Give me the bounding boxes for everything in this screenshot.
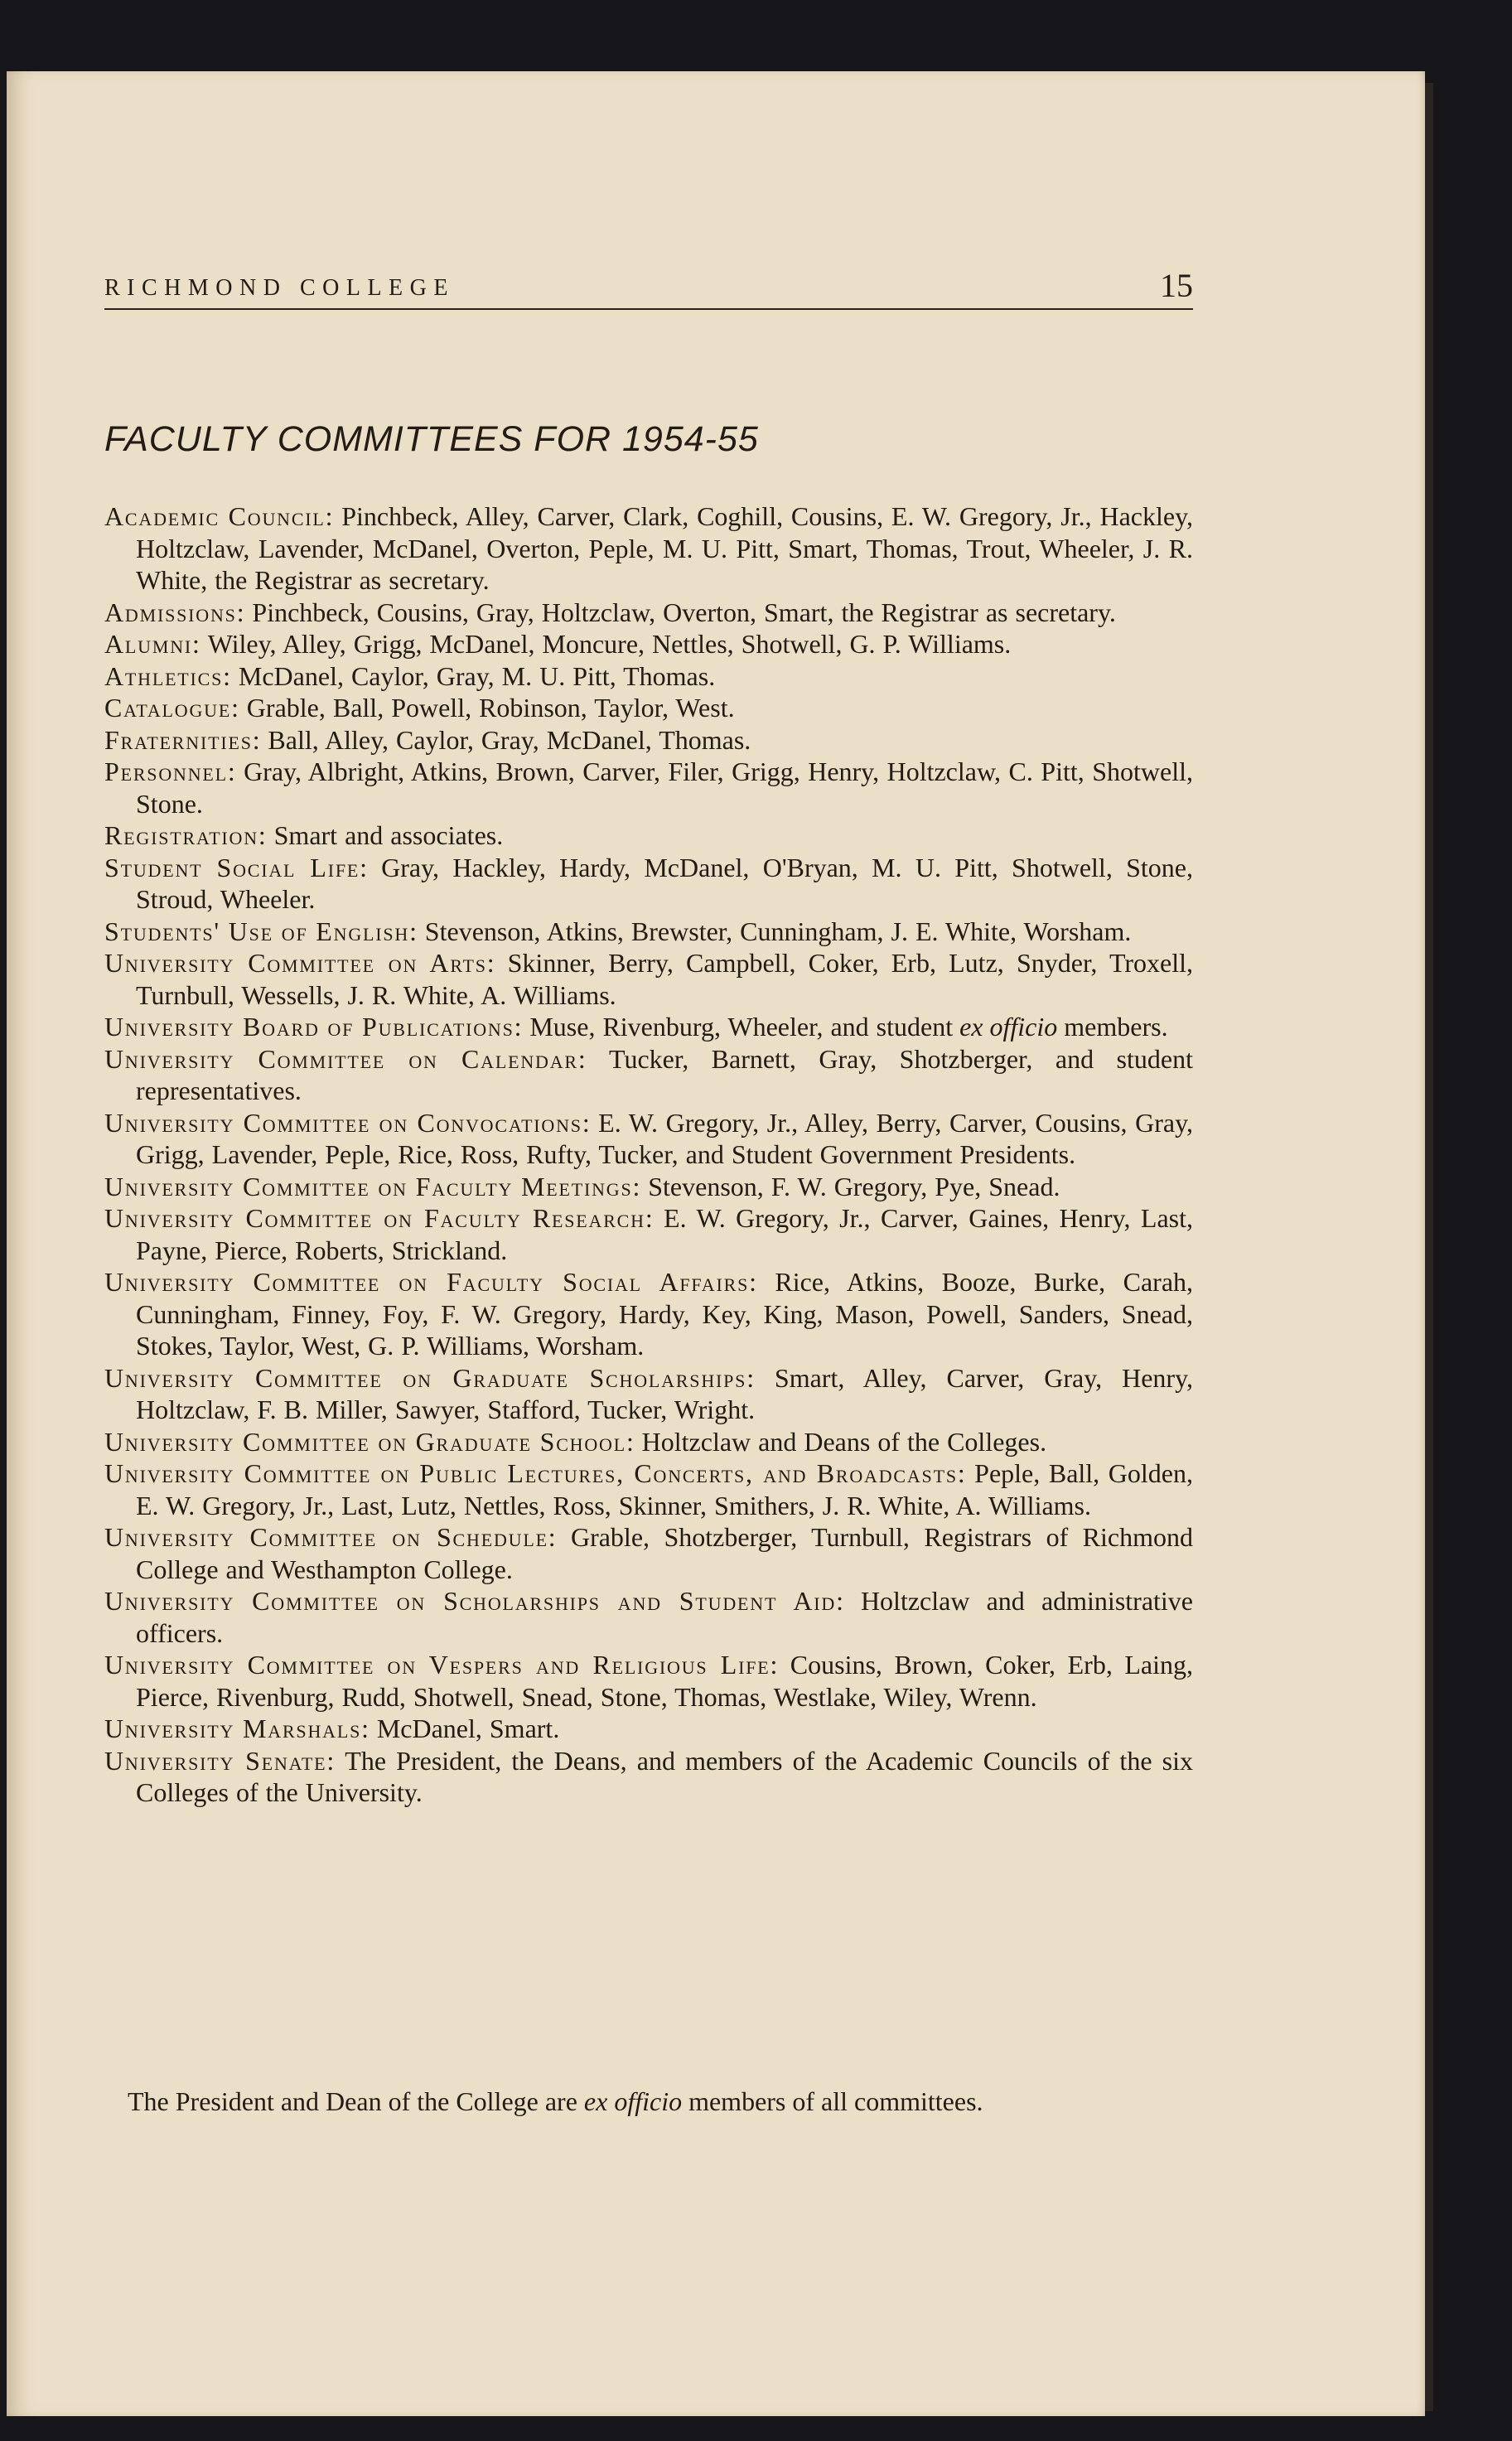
- committee-name: Academic Council:: [104, 501, 335, 531]
- committee-name: University Committee on Graduate School:: [104, 1426, 635, 1457]
- committee-entry: [104, 628, 1193, 660]
- committee-entry: [104, 756, 1193, 819]
- committee-members: Gray, Albright, Atkins, Brown, Carver, Filer, Grigg, Henry, Holtzclaw, C. Pitt, Shotwell, Stone.: [136, 756, 1194, 819]
- committee-members: McDanel, Caylor, Gray, M. U. Pitt, Thomas.: [238, 660, 716, 691]
- committee-members: E. W. Gregory, Jr., Carver, Gaines, Henry, Last, Payne, Pierce, Roberts, Strickland.: [136, 1203, 1194, 1265]
- committee-members: Grable, Ball, Powell, Robinson, Taylor, West.: [246, 693, 735, 723]
- committee-entry: [104, 1171, 1193, 1203]
- page-edge: [1425, 83, 1433, 2411]
- committee-entry: [104, 819, 1193, 852]
- committee-entry: [104, 1585, 1193, 1649]
- committee-members: Gray, Hackley, Hardy, McDanel, O'Bryan, M. U. Pitt, Shotwell, Stone, Stroud, Wheeler.: [136, 852, 1194, 914]
- committee-entry: [104, 916, 1193, 948]
- committee-members: Smart, Alley, Carver, Gray, Henry, Holtzclaw, F. B. Miller, Sawyer, Stafford, Tucker, Wright.: [136, 1362, 1194, 1424]
- committee-members-end: members.: [1064, 1012, 1168, 1042]
- committee-entry: [104, 852, 1193, 916]
- running-title: RICHMOND COLLEGE: [104, 275, 455, 301]
- committee-name: University Committee on Faculty Research:: [104, 1203, 655, 1233]
- committee-name: Personnel:: [104, 756, 237, 786]
- committee-members: Muse, Rivenburg, Wheeler, and student: [529, 1012, 954, 1042]
- committee-name: Student Social Life:: [104, 852, 369, 882]
- committee-name: Fraternities:: [104, 724, 262, 755]
- footnote-text-end: members of all committees.: [688, 2086, 983, 2116]
- committee-entry: [104, 1107, 1193, 1171]
- committee-entry: [104, 1426, 1193, 1458]
- committee-members: Wiley, Alley, Grigg, McDanel, Moncure, Nettles, Shotwell, G. P. Williams.: [207, 629, 1012, 659]
- committee-entry: [104, 1521, 1193, 1585]
- committee-members: Ball, Alley, Caylor, Gray, McDanel, Thomas.: [268, 724, 751, 755]
- committee-name: University Committee on Public Lectures, Concerts, and Broadcasts:: [104, 1458, 967, 1488]
- committee-entry: [104, 1043, 1193, 1107]
- committee-entry: [104, 1362, 1193, 1426]
- committee-entry: [104, 724, 1193, 756]
- committee-members: Rice, Atkins, Booze, Burke, Carah, Cunningham, Finney, Foy, F. W. Gregory, Hardy, Key, King, Mason, Powell, Sanders, Snead, Stokes, Taylor, West, G. P. Williams, Worsham.: [136, 1267, 1194, 1361]
- committee-members: The President, the Deans, and members of the Academic Councils of the six Colleges of the University.: [136, 1745, 1194, 1807]
- committee-name: Catalogue:: [104, 693, 240, 723]
- committee-members: Tucker, Barnett, Gray, Shotzberger, and student representatives.: [136, 1043, 1193, 1105]
- committee-name: Registration:: [104, 820, 268, 850]
- committee-entry: [104, 1457, 1193, 1521]
- committee-members: Stevenson, Atkins, Brewster, Cunningham, J. E. White, Worsham.: [424, 916, 1132, 946]
- committee-name: University Committee on Arts:: [104, 948, 496, 978]
- committee-entry: [104, 1266, 1193, 1362]
- committee-members: Skinner, Berry, Campbell, Coker, Erb, Lutz, Snyder, Troxell, Turnbull, Wessells, J. R. White, A. Williams.: [136, 948, 1194, 1010]
- book-page: [7, 71, 1425, 2416]
- committee-name: University Marshals:: [104, 1714, 370, 1743]
- committee-name: University Committee on Faculty Meetings:: [104, 1171, 642, 1201]
- committee-name: University Committee on Faculty Social Affairs:: [104, 1267, 758, 1297]
- committee-name: University Committee on Graduate Scholarships:: [104, 1362, 756, 1393]
- committee-name: University Senate:: [104, 1745, 336, 1776]
- committee-name: Admissions:: [104, 597, 246, 627]
- committee-list: [104, 500, 1193, 1809]
- committee-entry: [104, 1713, 1193, 1745]
- committee-members: Smart and associates.: [273, 820, 504, 850]
- committee-name: University Committee on Scholarships and Student Aid:: [104, 1586, 845, 1616]
- committee-members: McDanel, Smart.: [376, 1714, 560, 1743]
- committee-members: Cousins, Brown, Coker, Erb, Laing, Pierce, Rivenburg, Rudd, Shotwell, Snead, Stone, Thomas, Westlake, Wiley, Wrenn.: [136, 1650, 1194, 1712]
- committee-name: Athletics:: [104, 660, 232, 691]
- committee-entry: [104, 692, 1193, 724]
- committee-members-italic: ex officio: [959, 1012, 1058, 1042]
- committee-entry: [104, 1011, 1193, 1043]
- committee-entry: [104, 1202, 1193, 1266]
- committee-entry: [104, 1649, 1193, 1713]
- footnote: [128, 2086, 1196, 2117]
- committee-members: E. W. Gregory, Jr., Alley, Berry, Carver, Cousins, Gray, Grigg, Lavender, Peple, Rice, Ross, Rufty, Tucker, and Student Government Presidents.: [136, 1107, 1193, 1169]
- committee-members: Pinchbeck, Cousins, Gray, Holtzclaw, Overton, Smart, the Registrar as secretary.: [252, 597, 1116, 627]
- committee-members: Peple, Ball, Golden, E. W. Gregory, Jr., Last, Lutz, Nettles, Ross, Skinner, Smithers, J. R. White, A. Williams.: [136, 1458, 1193, 1520]
- committee-entry: [104, 1745, 1193, 1809]
- committee-name: University Committee on Calendar:: [104, 1043, 587, 1074]
- committee-name: University Committee on Schedule:: [104, 1522, 558, 1552]
- committee-members: Holtzclaw and administrative officers.: [136, 1586, 1194, 1648]
- committee-entry: [104, 500, 1193, 597]
- committee-name: Students' Use of English:: [104, 916, 418, 946]
- committee-entry: [104, 660, 1193, 693]
- committee-name: University Committee on Vespers and Religious Life:: [104, 1650, 780, 1680]
- page-number: 15: [1160, 267, 1193, 304]
- page-title: FACULTY COMMITTEES FOR 1954-55: [104, 419, 759, 459]
- committee-name: University Committee on Convocations:: [104, 1107, 592, 1138]
- committee-name: University Board of Publications:: [104, 1012, 524, 1042]
- committee-members: Holtzclaw and Deans of the Colleges.: [641, 1426, 1047, 1457]
- footnote-italic: ex officio: [583, 2086, 683, 2116]
- committee-members: Stevenson, F. W. Gregory, Pye, Snead.: [648, 1171, 1060, 1201]
- running-head: [104, 259, 1193, 310]
- committee-members: Grable, Shotzberger, Turnbull, Registrars of Richmond College and Westhampton College.: [136, 1522, 1194, 1584]
- committee-entry: [104, 597, 1193, 629]
- committee-members: Pinchbeck, Alley, Carver, Clark, Coghill, Cousins, E. W. Gregory, Jr., Hackley, Holtzclaw, Lavender, McDanel, Overton, Peple, M. U. Pitt, Smart, Thomas, Trout, Wheeler, J. R. White, the Registrar as secretary.: [136, 501, 1194, 595]
- footnote-text: The President and Dean of the College are: [128, 2086, 577, 2116]
- committee-name: Alumni:: [104, 629, 201, 659]
- committee-entry: [104, 947, 1193, 1011]
